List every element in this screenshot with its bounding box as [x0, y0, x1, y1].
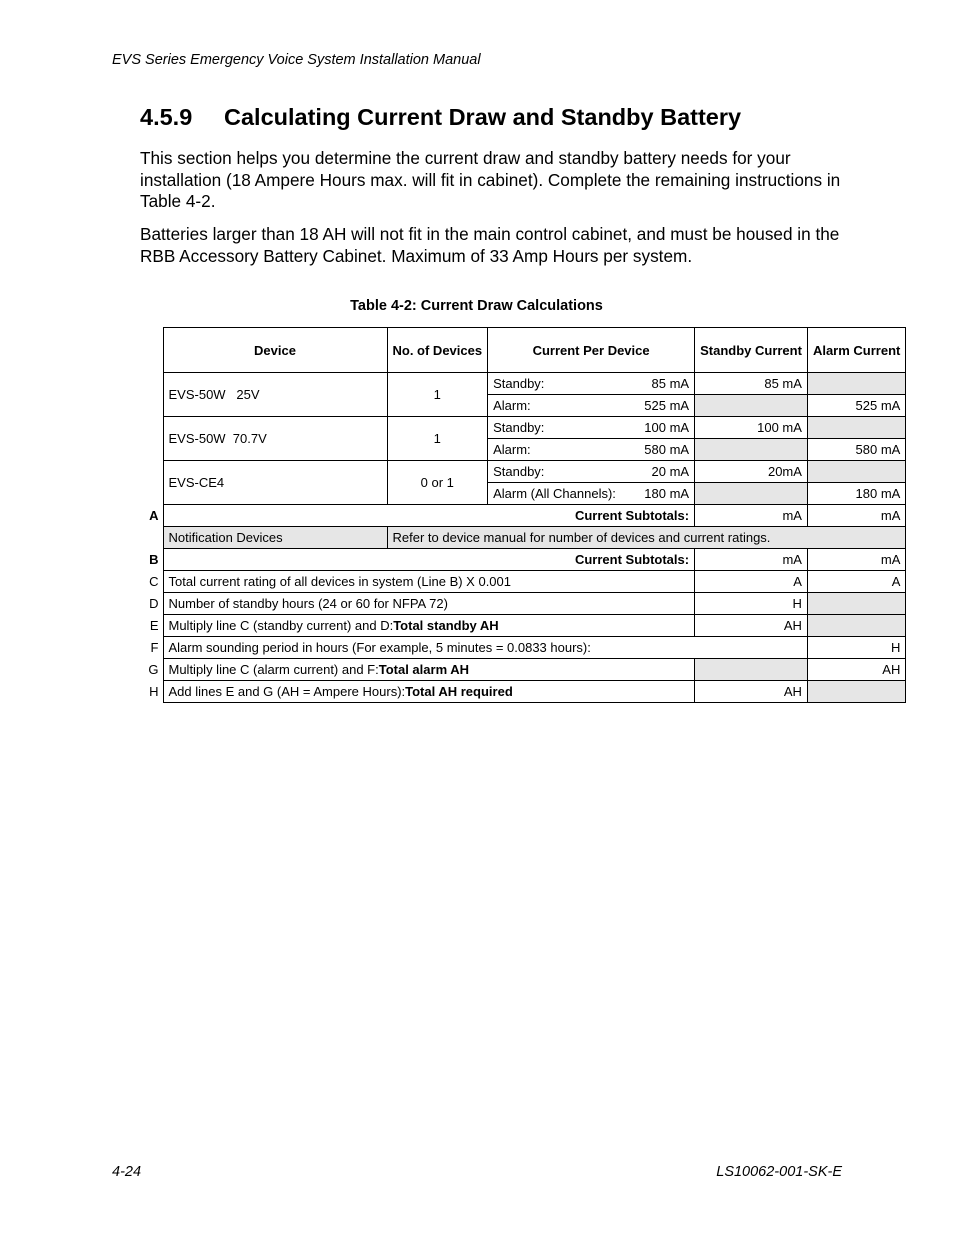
table-row: [142, 505, 906, 527]
shaded-cell: [807, 373, 905, 395]
shaded-cell: [807, 461, 905, 483]
header-device: Device: [163, 328, 387, 373]
instruction-text: Add lines E and G (AH = Ampere Hours):Total AH required: [163, 681, 695, 703]
page-number: 4-24: [112, 1164, 142, 1180]
table-row: [142, 571, 906, 593]
shaded-cell: [807, 615, 905, 637]
shaded-cell: [695, 483, 808, 505]
current-draw-table: [142, 327, 906, 703]
table-row: [142, 549, 906, 571]
row-letter: C: [149, 574, 159, 589]
header-standby: Standby Current: [695, 328, 808, 373]
header-alarm: Alarm Current: [807, 328, 905, 373]
instruction-text: Multiply line C (alarm current) and F:Total alarm AH: [163, 659, 695, 681]
device-count: 1: [387, 373, 488, 417]
table-row: [142, 461, 906, 483]
table-row: [142, 615, 906, 637]
document-id: LS10062-001-SK-E: [716, 1164, 842, 1180]
standby-subtotal: mA: [695, 505, 808, 527]
instruction-text: Alarm sounding period in hours (For example, 5 minutes = 0.0833 hours):: [163, 637, 807, 659]
row-letter: E: [149, 618, 159, 633]
table-row: [142, 417, 906, 439]
intro-paragraph: This section helps you determine the current draw and standby battery needs for your installation (18 Ampere Hours max. will fit in cabinet). Complete the remaining instructions in Table 4-2.: [140, 148, 841, 212]
alarm-total: 580 mA: [807, 439, 905, 461]
header-count: No. of Devices: [387, 328, 488, 373]
standby-per-device: Standby: 20 mA: [488, 461, 695, 483]
device-name: EVS-50W 70.7V: [163, 417, 387, 461]
alarm-total: 525 mA: [807, 395, 905, 417]
table-row: [142, 593, 906, 615]
device-count: 1: [387, 417, 488, 461]
shaded-cell: [695, 439, 808, 461]
table-row: [142, 681, 906, 703]
alarm-subtotal: mA: [807, 549, 905, 571]
header-current-per-device: Current Per Device: [488, 328, 695, 373]
subtotal-label: Current Subtotals:: [163, 505, 695, 527]
alarm-per-device: Alarm: 580 mA: [488, 439, 695, 461]
row-letter: F: [150, 640, 159, 655]
subtotal-label: Current Subtotals:: [163, 549, 695, 571]
row-letter: B: [149, 552, 159, 567]
notification-note: Refer to device manual for number of devices and current ratings.: [387, 527, 906, 549]
table-caption: Table 4-2: Current Draw Calculations: [350, 298, 603, 314]
alarm-value: A: [807, 571, 905, 593]
notification-devices: Notification Devices: [163, 527, 387, 549]
alarm-value: AH: [807, 659, 905, 681]
standby-per-device: Standby: 100 mA: [488, 417, 695, 439]
shaded-cell: [695, 659, 808, 681]
alarm-per-device: Alarm (All Channels): 180 mA: [488, 483, 695, 505]
standby-value: AH: [695, 615, 808, 637]
alarm-total: 180 mA: [807, 483, 905, 505]
standby-per-device: Standby: 85 mA: [488, 373, 695, 395]
standby-value: H: [695, 593, 808, 615]
instruction-text: Multiply line C (standby current) and D:Total standby AH: [163, 615, 695, 637]
alarm-value: H: [807, 637, 905, 659]
table-header-row: [142, 328, 906, 373]
standby-total: 85 mA: [695, 373, 808, 395]
table-row: [142, 637, 906, 659]
shaded-cell: [807, 681, 905, 703]
shaded-cell: [807, 417, 905, 439]
shaded-cell: [695, 395, 808, 417]
alarm-subtotal: mA: [807, 505, 905, 527]
row-letter: G: [148, 662, 159, 677]
row-letter: A: [149, 508, 159, 523]
section-heading: [140, 104, 741, 131]
shaded-cell: [807, 593, 905, 615]
standby-subtotal: mA: [695, 549, 808, 571]
row-letter: H: [149, 684, 159, 699]
instruction-text: Number of standby hours (24 or 60 for NFPA 72): [163, 593, 695, 615]
device-name: EVS-50W 25V: [163, 373, 387, 417]
device-name: EVS-CE4: [163, 461, 387, 505]
standby-value: AH: [695, 681, 808, 703]
standby-total: 20mA: [695, 461, 808, 483]
running-header: EVS Series Emergency Voice System Installation Manual: [112, 52, 481, 68]
table-row: [142, 373, 906, 395]
device-count: 0 or 1: [387, 461, 488, 505]
battery-note-paragraph: Batteries larger than 18 AH will not fit in the main control cabinet, and must be housed in the RBB Accessory Battery Cabinet. Maximum of 33 Amp Hours per system.: [140, 224, 840, 266]
section-number: 4.5.9: [140, 104, 193, 130]
standby-total: 100 mA: [695, 417, 808, 439]
alarm-per-device: Alarm: 525 mA: [488, 395, 695, 417]
table-row: [142, 527, 906, 549]
instruction-text: Total current rating of all devices in system (Line B) X 0.001: [163, 571, 695, 593]
table-row: [142, 659, 906, 681]
row-letter: D: [149, 596, 159, 611]
standby-value: A: [695, 571, 808, 593]
section-title: Calculating Current Draw and Standby Battery: [224, 104, 742, 130]
